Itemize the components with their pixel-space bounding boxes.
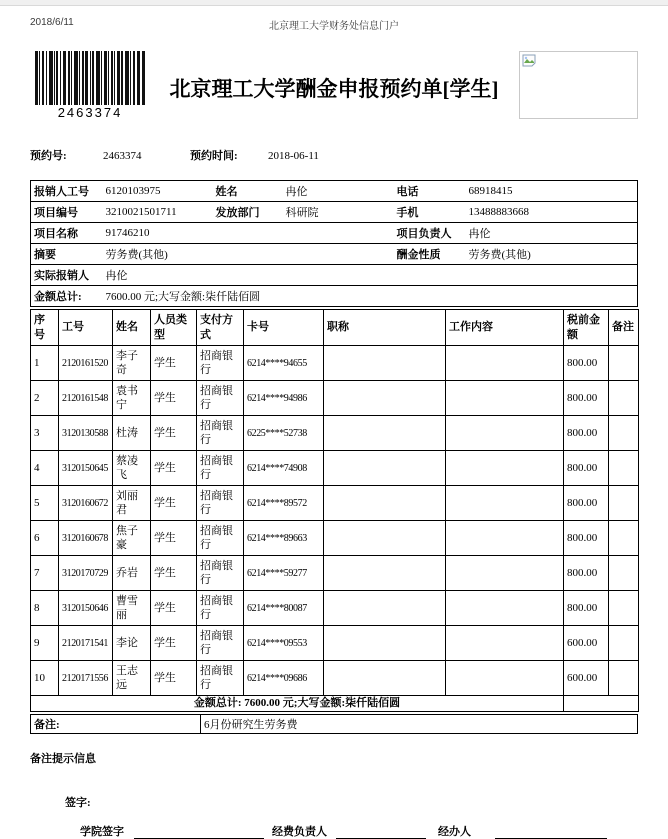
info-label: 姓名 xyxy=(213,181,283,202)
cell-employee-id: 3120150646 xyxy=(59,591,113,626)
info-label: 项目负责人 xyxy=(394,223,466,244)
cell-person-type: 学生 xyxy=(151,381,197,416)
print-margin-bar xyxy=(0,0,668,6)
cell-name: 杜涛 xyxy=(113,416,151,451)
sign-field-label: 学院签字 xyxy=(80,826,124,838)
remark-label: 备注: xyxy=(31,715,201,734)
cell-pay-method: 招商银行 xyxy=(197,591,244,626)
cell-pretax-amount: 800.00 xyxy=(564,556,609,591)
info-label: 手机 xyxy=(394,202,466,223)
page-title: 北京理工大学酬金申报预约单[学生] xyxy=(169,77,499,101)
cell-seq: 4 xyxy=(31,451,59,486)
cell-pretax-amount: 800.00 xyxy=(564,451,609,486)
total-empty-cell xyxy=(564,696,639,712)
info-value: 冉伦 xyxy=(466,223,638,244)
cell-person-type: 学生 xyxy=(151,346,197,381)
cell-job-title xyxy=(324,521,446,556)
print-header xyxy=(0,17,668,30)
info-value: 68918415 xyxy=(466,181,638,202)
info-label: 电话 xyxy=(394,181,466,202)
cell-pay-method: 招商银行 xyxy=(197,416,244,451)
cell-name: 袁书宁 xyxy=(113,381,151,416)
image-placeholder xyxy=(519,51,638,119)
document-page xyxy=(30,51,638,839)
column-header: 备注 xyxy=(609,310,639,346)
info-value: 6120103975 xyxy=(103,181,213,202)
cell-name: 王志远 xyxy=(113,661,151,696)
cell-work-content xyxy=(446,346,564,381)
signature-label: 签字: xyxy=(65,797,91,809)
table-row xyxy=(31,486,639,521)
cell-person-type: 学生 xyxy=(151,591,197,626)
info-label: 摘要 xyxy=(31,244,103,265)
info-value: 劳务费(其他) xyxy=(466,244,638,265)
info-row xyxy=(31,244,638,265)
cell-card-no: 6214****89663 xyxy=(244,521,324,556)
table-header-row xyxy=(31,310,639,346)
cell-job-title xyxy=(324,416,446,451)
info-label: 项目名称 xyxy=(31,223,103,244)
payroll-table xyxy=(30,309,639,712)
cell-seq: 10 xyxy=(31,661,59,696)
cell-seq: 9 xyxy=(31,626,59,661)
info-label: 实际报销人 xyxy=(31,265,103,286)
cell-employee-id: 2120171541 xyxy=(59,626,113,661)
info-table xyxy=(30,180,638,307)
cell-person-type: 学生 xyxy=(151,661,197,696)
cell-pay-method: 招商银行 xyxy=(197,381,244,416)
cell-remark xyxy=(609,661,639,696)
cell-employee-id: 3120130588 xyxy=(59,416,113,451)
cell-card-no: 6214****09553 xyxy=(244,626,324,661)
cell-card-no: 6214****89572 xyxy=(244,486,324,521)
cell-job-title xyxy=(324,591,446,626)
info-row xyxy=(31,181,638,202)
table-row xyxy=(31,381,639,416)
title-block xyxy=(30,51,638,125)
cell-person-type: 学生 xyxy=(151,556,197,591)
cell-pretax-amount: 600.00 xyxy=(564,661,609,696)
cell-job-title xyxy=(324,626,446,661)
cell-seq: 8 xyxy=(31,591,59,626)
cell-pay-method: 招商银行 xyxy=(197,346,244,381)
cell-pretax-amount: 800.00 xyxy=(564,346,609,381)
table-row xyxy=(31,451,639,486)
cell-job-title xyxy=(324,661,446,696)
cell-employee-id: 3120170729 xyxy=(59,556,113,591)
broken-image-icon xyxy=(522,54,536,68)
remark-row xyxy=(31,715,638,734)
cell-seq: 1 xyxy=(31,346,59,381)
total-text: 金额总计: 7600.00 元;大写金额:柒仟陆佰圆 xyxy=(31,696,564,712)
cell-work-content xyxy=(446,521,564,556)
reservation-time-value: 2018-06-11 xyxy=(268,150,319,162)
cell-card-no: 6214****09686 xyxy=(244,661,324,696)
info-value: 91746210 xyxy=(103,223,394,244)
cell-pay-method: 招商银行 xyxy=(197,451,244,486)
info-row xyxy=(31,223,638,244)
info-label: 金额总计: xyxy=(31,286,103,307)
cell-employee-id: 2120171556 xyxy=(59,661,113,696)
cell-name: 蔡凌飞 xyxy=(113,451,151,486)
cell-pretax-amount: 600.00 xyxy=(564,626,609,661)
cell-remark xyxy=(609,451,639,486)
cell-name: 曹雪丽 xyxy=(113,591,151,626)
cell-name: 李论 xyxy=(113,626,151,661)
column-header: 工作内容 xyxy=(446,310,564,346)
info-value: 7600.00 元;大写金额:柒仟陆佰圆 xyxy=(103,286,638,307)
reservation-no-label: 预约号: xyxy=(30,150,67,162)
cell-person-type: 学生 xyxy=(151,416,197,451)
column-header: 职称 xyxy=(324,310,446,346)
print-date: 2018/6/11 xyxy=(30,17,74,28)
cell-work-content xyxy=(446,661,564,696)
info-label: 报销人工号 xyxy=(31,181,103,202)
cell-pay-method: 招商银行 xyxy=(197,626,244,661)
cell-job-title xyxy=(324,451,446,486)
signature-row xyxy=(80,823,638,839)
signature-line xyxy=(134,826,264,839)
cell-pretax-amount: 800.00 xyxy=(564,591,609,626)
table-row xyxy=(31,661,639,696)
info-label: 项目编号 xyxy=(31,202,103,223)
cell-remark xyxy=(609,486,639,521)
cell-work-content xyxy=(446,626,564,661)
column-header: 支付方式 xyxy=(197,310,244,346)
cell-name: 焦子豪 xyxy=(113,521,151,556)
column-header: 序号 xyxy=(31,310,59,346)
reservation-no-value: 2463374 xyxy=(103,150,142,162)
cell-work-content xyxy=(446,416,564,451)
cell-work-content xyxy=(446,591,564,626)
info-value: 13488883668 xyxy=(466,202,638,223)
info-row xyxy=(31,265,638,286)
remark-table xyxy=(30,714,638,734)
total-row xyxy=(31,696,639,712)
cell-pretax-amount: 800.00 xyxy=(564,521,609,556)
info-value: 3210021501711 xyxy=(103,202,213,223)
signature-line xyxy=(336,826,426,839)
reservation-time-label: 预约时间: xyxy=(190,150,238,162)
info-value: 冉伦 xyxy=(103,265,638,286)
cell-employee-id: 3120160672 xyxy=(59,486,113,521)
info-value: 劳务费(其他) xyxy=(103,244,394,265)
cell-seq: 2 xyxy=(31,381,59,416)
table-row xyxy=(31,591,639,626)
cell-pay-method: 招商银行 xyxy=(197,486,244,521)
table-row xyxy=(31,346,639,381)
cell-name: 刘丽君 xyxy=(113,486,151,521)
cell-seq: 7 xyxy=(31,556,59,591)
cell-job-title xyxy=(324,556,446,591)
sign-field-label: 经办人 xyxy=(438,826,471,838)
cell-employee-id: 3120150645 xyxy=(59,451,113,486)
signature-line xyxy=(495,826,607,839)
cell-card-no: 6214****74908 xyxy=(244,451,324,486)
cell-remark xyxy=(609,416,639,451)
portal-title: 北京理工大学财务处信息门户 xyxy=(269,21,399,32)
cell-job-title xyxy=(324,381,446,416)
sign-field-label: 经费负责人 xyxy=(272,826,327,838)
cell-seq: 5 xyxy=(31,486,59,521)
info-label: 发放部门 xyxy=(213,202,283,223)
cell-pretax-amount: 800.00 xyxy=(564,416,609,451)
table-row xyxy=(31,626,639,661)
cell-employee-id: 3120160678 xyxy=(59,521,113,556)
cell-remark xyxy=(609,591,639,626)
cell-card-no: 6214****59277 xyxy=(244,556,324,591)
cell-work-content xyxy=(446,486,564,521)
cell-name: 李子奇 xyxy=(113,346,151,381)
column-header: 卡号 xyxy=(244,310,324,346)
barcode-bars xyxy=(35,51,145,105)
info-label: 酬金性质 xyxy=(394,244,466,265)
cell-remark xyxy=(609,381,639,416)
cell-card-no: 6214****94986 xyxy=(244,381,324,416)
column-header: 人员类型 xyxy=(151,310,197,346)
info-value: 科研院 xyxy=(283,202,394,223)
cell-employee-id: 2120161548 xyxy=(59,381,113,416)
info-value: 冉伦 xyxy=(283,181,394,202)
table-row xyxy=(31,416,639,451)
cell-work-content xyxy=(446,451,564,486)
notes-hint-label: 备注提示信息 xyxy=(30,753,96,765)
cell-remark xyxy=(609,556,639,591)
cell-job-title xyxy=(324,486,446,521)
table-row xyxy=(31,521,639,556)
cell-seq: 6 xyxy=(31,521,59,556)
cell-person-type: 学生 xyxy=(151,451,197,486)
info-row xyxy=(31,202,638,223)
column-header: 工号 xyxy=(59,310,113,346)
cell-person-type: 学生 xyxy=(151,521,197,556)
cell-seq: 3 xyxy=(31,416,59,451)
column-header: 税前金额 xyxy=(564,310,609,346)
reservation-row xyxy=(30,147,638,162)
cell-card-no: 6214****80087 xyxy=(244,591,324,626)
cell-pay-method: 招商银行 xyxy=(197,521,244,556)
cell-pay-method: 招商银行 xyxy=(197,556,244,591)
cell-pretax-amount: 800.00 xyxy=(564,486,609,521)
cell-card-no: 6225****52738 xyxy=(244,416,324,451)
barcode xyxy=(35,51,145,120)
cell-pretax-amount: 800.00 xyxy=(564,381,609,416)
cell-name: 乔岩 xyxy=(113,556,151,591)
remark-value: 6月份研究生劳务费 xyxy=(201,715,638,734)
cell-job-title xyxy=(324,346,446,381)
cell-work-content xyxy=(446,381,564,416)
cell-employee-id: 2120161520 xyxy=(59,346,113,381)
barcode-number: 2463374 xyxy=(57,105,123,120)
cell-remark xyxy=(609,346,639,381)
cell-work-content xyxy=(446,556,564,591)
cell-pay-method: 招商银行 xyxy=(197,661,244,696)
cell-card-no: 6214****94655 xyxy=(244,346,324,381)
table-row xyxy=(31,556,639,591)
column-header: 姓名 xyxy=(113,310,151,346)
cell-person-type: 学生 xyxy=(151,486,197,521)
cell-remark xyxy=(609,521,639,556)
info-row xyxy=(31,286,638,307)
cell-remark xyxy=(609,626,639,661)
cell-person-type: 学生 xyxy=(151,626,197,661)
